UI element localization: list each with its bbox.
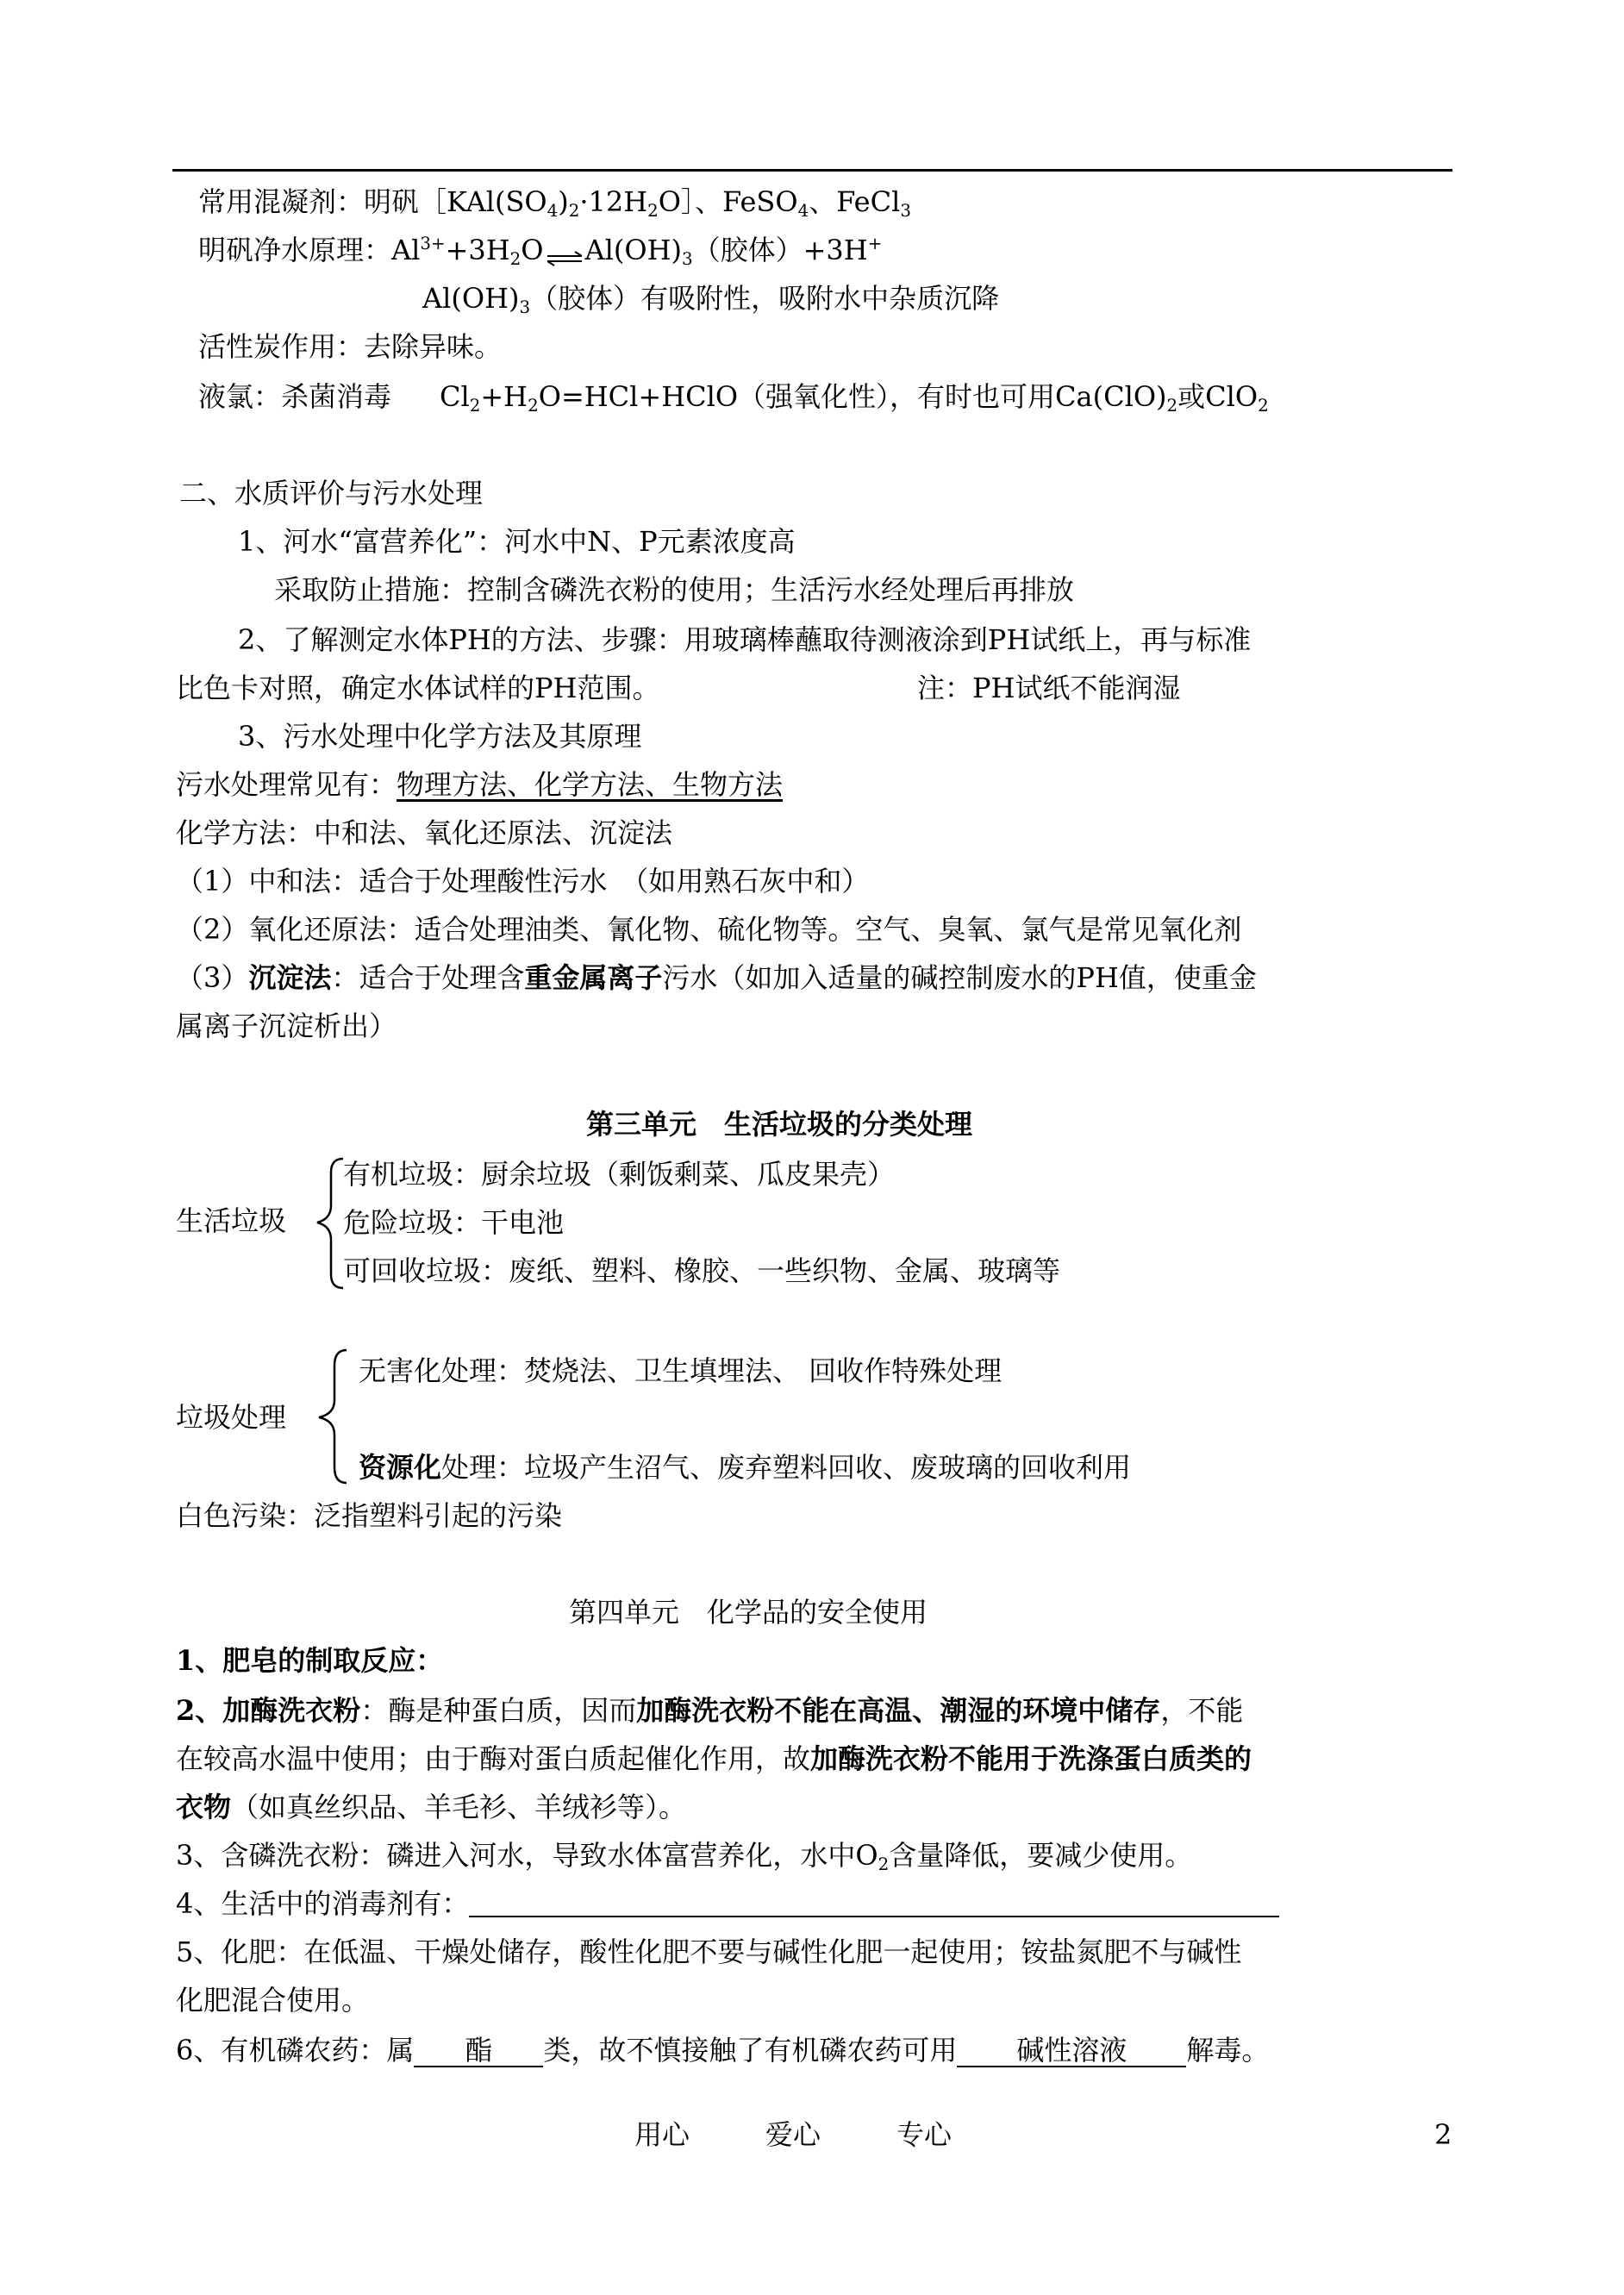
section2-item2-line2: 比色卡对照，确定水体试样的PH范围。 bbox=[176, 672, 660, 704]
disinfectant-blank[interactable] bbox=[469, 1890, 1279, 1917]
method-precipitation-line2: 属离子沉淀析出） bbox=[176, 1010, 397, 1042]
chem-methods-line: 化学方法：中和法、氧化还原法、沉淀法 bbox=[176, 816, 673, 849]
section2-item1-measure: 采取防止措施：控制含磷洗衣粉的使用；生活污水经处理后再排放 bbox=[274, 573, 1075, 606]
common-methods: 物理方法、化学方法、生物方法 bbox=[397, 768, 784, 801]
white-pollution: 白色污染：泛指塑料引起的污染 bbox=[176, 1499, 563, 1532]
garbage-label: 生活垃圾 bbox=[176, 1204, 287, 1237]
garbage-hazardous: 危险垃圾：干电池 bbox=[343, 1206, 565, 1239]
unit4-q4: 4、生活中的消毒剂有： bbox=[176, 1890, 1279, 1917]
unit4-q2-line1: 2、加酶洗衣粉：酶是种蛋白质，因而加酶洗衣粉不能在高温、潮湿的环境中储存，不能 bbox=[176, 1694, 1244, 1727]
reversible-arrow-icon bbox=[546, 244, 584, 261]
garbage-brace-icon bbox=[312, 1155, 347, 1293]
header-rule bbox=[172, 169, 1452, 172]
disposal-resource: 资源化处理：垃圾产生沼气、废弃塑料回收、废玻璃的回收利用 bbox=[359, 1451, 1132, 1484]
disposal-harmless: 无害化处理：焚烧法、卫生填埋法、 回收作特殊处理 bbox=[359, 1354, 1003, 1387]
unit4-q2-line2: 在较高水温中使用；由于酶对蛋白质起催化作用，故加酶洗衣粉不能用于洗涤蛋白质类的 bbox=[176, 1742, 1252, 1775]
common-methods-line: 污水处理常见有：物理方法、化学方法、生物方法 bbox=[176, 768, 784, 801]
method-precipitation: （3）沉淀法：适合于处理含重金属离子污水（如加入适量的碱控制废水的PH值，使重金 bbox=[176, 961, 1257, 994]
unit3-title: 第三单元 生活垃圾的分类处理 bbox=[586, 1108, 973, 1141]
page-number: 2 bbox=[1434, 2118, 1452, 2151]
unit4-q5-line1: 5、化肥：在低温、干燥处储存，酸性化肥不要与碱性化肥一起使用；铵盐氮肥不与碱性 bbox=[176, 1935, 1242, 1968]
disposal-label: 垃圾处理 bbox=[176, 1401, 287, 1434]
section2-item2-line1: 2、了解测定水体PH的方法、步骤：用玻璃棒蘸取待测液涂到PH试纸上，再与标准 bbox=[238, 623, 1252, 656]
unit4-q2-line3: 衣物（如真丝织品、羊毛衫、羊绒衫等）。 bbox=[176, 1791, 687, 1823]
unit4-q1: 1、肥皂的制取反应： bbox=[176, 1644, 444, 1677]
activated-carbon-line: 活性炭作用：去除异味。 bbox=[198, 330, 503, 363]
section2-item3: 3、污水处理中化学方法及其原理 bbox=[238, 720, 642, 753]
liquid-chlorine-line: 液氯：杀菌消毒 $Cl_2+H_2O=HCl+HClO$（强氧化性），有时也可用$Ca(ClO)_2$或ClO$_2$ bbox=[198, 380, 1269, 416]
method-neutralization: （1）中和法：适合于处理酸性污水 （如用熟石灰中和） bbox=[176, 865, 870, 897]
unit4-title: 第四单元 化学品的安全使用 bbox=[569, 1596, 928, 1629]
garbage-organic: 有机垃圾：厨余垃圾（剩饭剩菜、瓜皮果壳） bbox=[343, 1158, 896, 1191]
section2-heading: 二、水质评价与污水处理 bbox=[179, 477, 484, 510]
ester-blank: 酯 bbox=[414, 2036, 543, 2067]
footer-motto-2: 爱心 bbox=[765, 2118, 821, 2151]
alum-note-line: $Al(OH)_3$（胶体）有吸附性，吸附水中杂质沉降 bbox=[422, 282, 1000, 317]
unit4-q5-line2: 化肥混合使用。 bbox=[176, 1984, 370, 2017]
alum-principle-line: 明矾净水原理：$Al^{3+}+3H_2O$ $Al(OH)_3$（胶体）+3H+ bbox=[198, 234, 883, 269]
alkaline-solution-blank: 碱性溶液 bbox=[957, 2036, 1186, 2067]
footer-motto-1: 用心 bbox=[634, 2118, 690, 2151]
disposal-brace-icon bbox=[314, 1347, 348, 1485]
garbage-recyclable: 可回收垃圾：废纸、塑料、橡胶、一些织物、金属、玻璃等 bbox=[343, 1254, 1061, 1287]
unit4-q6: 6、有机磷农药：属 酯 类，故不慎接触了有机磷农药可用 碱性溶液 解毒。 bbox=[176, 2034, 1270, 2067]
section2-item1: 1、河水“富营养化”：河水中N、P元素浓度高 bbox=[238, 525, 796, 558]
coagulant-line: 常用混凝剂：明矾$[KAl(SO_4)_2\cdot 12H_2O]$、FeSO$_4$、FeCl$_3$ bbox=[198, 185, 911, 221]
footer-motto-3: 专心 bbox=[896, 2118, 953, 2151]
method-redox: （2）氧化还原法：适合处理油类、氰化物、硫化物等。空气、臭氧、氯气是常见氧化剂 bbox=[176, 913, 1242, 946]
section2-item2-note: 注：PH试纸不能润湿 bbox=[917, 672, 1181, 704]
unit4-q3: 3、含磷洗衣粉：磷进入河水，导致水体富营养化，水中$O_2$含量降低，要减少使用。 bbox=[176, 1839, 1193, 1874]
